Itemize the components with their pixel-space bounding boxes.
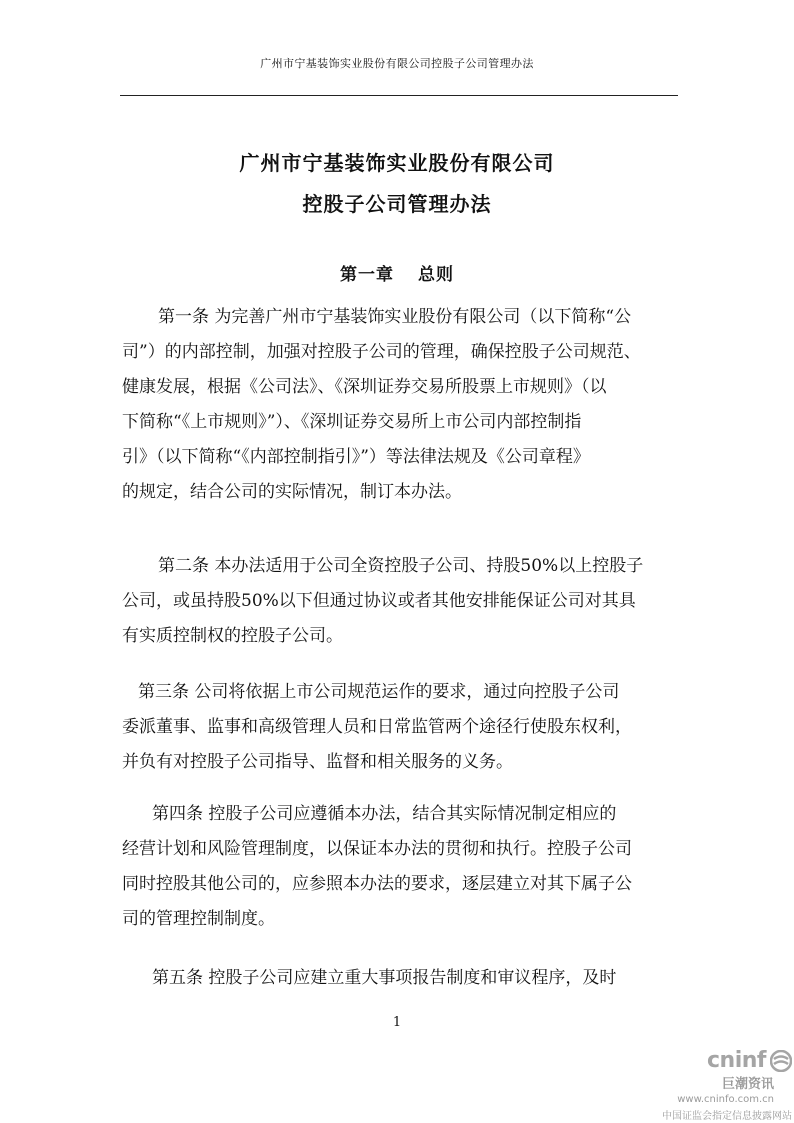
page-number: 1 (392, 1015, 402, 1030)
article-line: 司的管理控制制度。 (122, 909, 275, 929)
header-divider (120, 95, 678, 96)
article-line: 第二条 本办法适用于公司全资控股子公司、持股50%以上控股子 (158, 556, 644, 576)
article-3 (122, 675, 632, 780)
article-line: 引》（以下简称“《内部控制指引》”）等法律法规及《公司章程》 (122, 447, 590, 467)
article-line: 第四条 控股子公司应遵循本办法，结合其实际情况制定相应的 (152, 804, 617, 824)
chapter-number: 第一章 (340, 265, 394, 285)
article-line: 第五条 控股子公司应建立重大事项报告制度和审议程序，及时 (152, 968, 617, 988)
cninfo-description: 中国证监会指定信息披露网站 (662, 1111, 792, 1122)
cninfo-watermark (652, 1048, 792, 1122)
article-line: 第一条 为完善广州市宁基装饰实业股份有限公司（以下简称“公 (158, 307, 632, 327)
document-title-line1: 广州市宁基装饰实业股份有限公司 (239, 151, 555, 175)
cninfo-brand-cn: 巨潮资讯 (721, 1077, 774, 1092)
cninfo-brand: cninf (707, 1048, 766, 1073)
article-line: 第三条 公司将依据上市公司规范运作的要求，通过向控股子公司 (138, 682, 620, 702)
cninfo-url: www.cninfo.com.cn (677, 1094, 774, 1105)
article-line: 委派董事、监事和高级管理人员和日常监管两个途径行使股东权利， (122, 717, 632, 737)
article-2 (122, 549, 643, 654)
article-4 (122, 797, 632, 937)
article-line: 司”）的内部控制，加强对控股子公司的管理，确保控股子公司规范、 (122, 342, 641, 362)
article-5 (122, 961, 616, 996)
article-line: 健康发展，根据《公司法》、《深圳证券交易所股票上市规则》（以 (122, 377, 607, 397)
cninfo-logo (652, 1048, 792, 1073)
article-line: 经营计划和风险管理制度，以保证本办法的贯彻和执行。控股子公司 (122, 839, 632, 859)
article-line: 同时控股其他公司的，应参照本办法的要求，逐层建立对其下属子公 (122, 874, 632, 894)
article-line: 并负有对控股子公司指导、监督和相关服务的义务。 (122, 752, 513, 772)
chapter-heading (0, 260, 794, 285)
article-1 (122, 300, 641, 510)
article-line: 下简称“《上市规则》”）、《深圳证券交易所上市公司内部控制指 (122, 412, 582, 432)
article-line: 公司，或虽持股50%以下但通过协议或者其他安排能保证公司对其具 (122, 591, 636, 611)
document-title-line2: 控股子公司管理办法 (302, 192, 492, 216)
article-line: 有实质控制权的控股子公司。 (122, 626, 343, 646)
chapter-name: 总则 (418, 265, 454, 285)
cninfo-swirl-icon (770, 1050, 792, 1072)
running-header: 广州市宁基装饰实业股份有限公司控股子公司管理办法 (260, 57, 534, 70)
article-line: 的规定，结合公司的实际情况，制订本办法。 (122, 482, 462, 502)
